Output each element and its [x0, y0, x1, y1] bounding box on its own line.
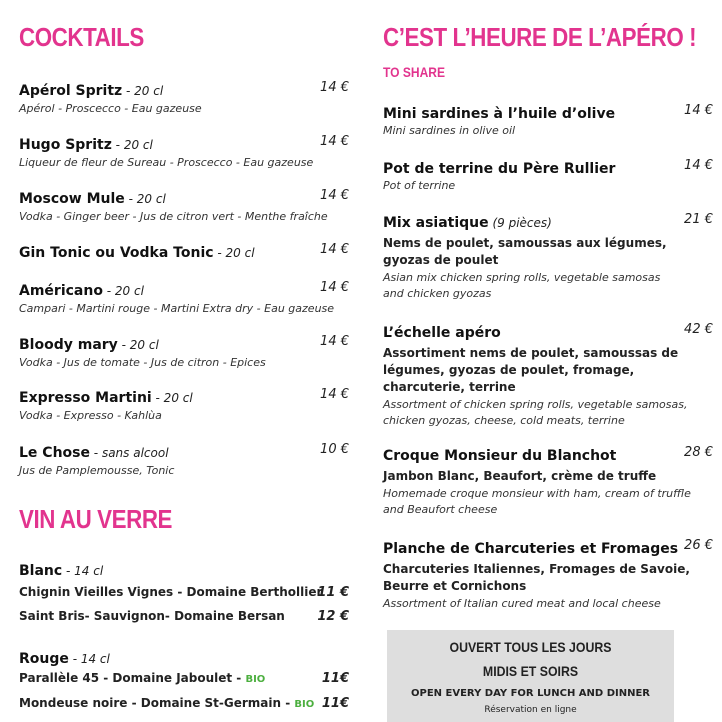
menu-item-americano [19, 280, 349, 315]
item-size: (9 pièces) [488, 216, 552, 230]
item-description-en: Asian mix chicken spring rolls, vegetable samosas and chicken gyozas [383, 271, 661, 300]
wine-group-blanc [19, 560, 349, 579]
item-size: - 20 cl [213, 246, 255, 260]
hours-line-3: OPEN EVERY DAY FOR LUNCH AND DINNER [411, 688, 650, 699]
menu-item-echelle-apero [383, 322, 713, 429]
item-description: Vodka - Jus de tomate - Jus de citron - Epices [19, 356, 266, 369]
item-name: L’échelle apéro [383, 325, 501, 341]
hours-line-2: MIDIS ET SOIRS [482, 663, 579, 679]
menu-item-planche [383, 538, 713, 612]
item-description: Vodka - Expresso - Kahlùa [19, 409, 162, 422]
item-name: Le Chose [19, 445, 90, 461]
menu-item-gin-tonic [19, 242, 349, 261]
item-name: Planche de Charcuteries et Fromages [383, 541, 679, 557]
item-description-en: Assortment of Italian cured meat and local cheese [383, 597, 661, 610]
cocktails-title: COCKTAILS [19, 22, 144, 52]
item-size: - 20 cl [117, 338, 159, 352]
menu-item-mini-sardines [383, 103, 713, 139]
apero-title: C’EST L’HEURE DE L’APÉRO ! [383, 22, 697, 52]
wine-group-label: Blanc [19, 563, 63, 579]
item-description-en: Mini sardines in olive oil [383, 124, 516, 137]
item-description-en: Assortment of chicken spring rolls, vegetable samosas, chicken gyozas, cheese, cold meats, terrine [383, 398, 688, 427]
item-price: 14 € [320, 80, 349, 95]
wine-price: 11€ [321, 696, 349, 711]
item-name: Américano [19, 283, 103, 299]
item-price: 14 € [320, 280, 349, 295]
item-name: Mini sardines à l’huile d’olive [383, 106, 616, 122]
wine-row [19, 609, 349, 623]
item-name: Mix asiatique [383, 215, 489, 231]
item-description: Jus de Pamplemousse, Tonic [19, 464, 175, 477]
wine-row [19, 671, 349, 685]
wine-row [19, 696, 349, 710]
menu-item-expresso-martini [19, 387, 349, 422]
item-price: 21 € [684, 212, 713, 227]
item-description-en: Pot of terrine [383, 179, 456, 192]
menu-item-hugo-spritz [19, 134, 349, 169]
wine-name: Chignin Vieilles Vignes - Domaine Berthollier [19, 585, 323, 599]
item-description: Campari - Martini rouge - Martini Extra dry - Eau gazeuse [19, 302, 335, 315]
hours-line-1: OUVERT TOUS LES JOURS [449, 639, 612, 655]
item-size: - 20 cl [122, 84, 164, 98]
menu-item-aperol-spritz [19, 80, 349, 115]
wine-group-size: - 14 cl [68, 652, 110, 666]
item-description-fr: Nems de poulet, samoussas aux légumes, gyozas de poulet [383, 236, 667, 267]
item-price: 14 € [320, 387, 349, 402]
item-size: - 20 cl [124, 192, 166, 206]
item-price: 14 € [320, 334, 349, 349]
item-price: 14 € [320, 188, 349, 203]
wine-group-label: Rouge [19, 651, 69, 667]
item-price: 26 € [684, 538, 713, 553]
item-size: - sans alcool [89, 446, 169, 460]
wine-price: 12 € [317, 609, 349, 624]
item-name: Hugo Spritz [19, 137, 112, 153]
item-price: 14 € [320, 242, 349, 257]
wine-name: Parallèle 45 - Domaine Jaboulet - [19, 671, 246, 685]
wine-group-rouge [19, 648, 349, 667]
item-description: Liqueur de fleur de Sureau - Proscecco - Eau gazeuse [19, 156, 314, 169]
item-size: - 20 cl [111, 138, 153, 152]
wine-group-size: - 14 cl [62, 564, 104, 578]
item-price: 14 € [684, 103, 713, 118]
item-price: 10 € [320, 442, 349, 457]
menu-item-pot-de-terrine [383, 158, 713, 194]
item-name: Expresso Martini [19, 390, 152, 406]
item-price: 14 € [320, 134, 349, 149]
item-size: - 20 cl [102, 284, 144, 298]
menu-item-moscow-mule [19, 188, 349, 223]
wine-price: 11 € [317, 585, 349, 600]
menu-item-mix-asiatique [383, 212, 713, 302]
item-description-fr: Assortiment nems de poulet, samoussas de légumes, gyozas de poulet, fromage, charcuterie, terrine [383, 346, 679, 394]
item-description: Apérol - Proscecco - Eau gazeuse [19, 102, 202, 115]
online-reservation-link[interactable]: Réservation en ligne [484, 705, 577, 715]
menu-item-bloody-mary [19, 334, 349, 369]
item-price: 42 € [684, 322, 713, 337]
wine-name: Saint Bris- Sauvignon- Domaine Bersan [19, 609, 285, 623]
item-description-fr: Charcuteries Italiennes, Fromages de Savoie, Beurre et Cornichons [383, 562, 690, 593]
item-name: Croque Monsieur du Blanchot [383, 448, 617, 464]
item-name: Moscow Mule [19, 191, 125, 207]
item-size: - 20 cl [151, 391, 193, 405]
wine-title: VIN AU VERRE [19, 504, 173, 534]
wine-price: 11€ [321, 671, 349, 686]
wine-name: Mondeuse noire - Domaine St-Germain - [19, 696, 295, 710]
item-name: Gin Tonic ou Vodka Tonic [19, 245, 214, 261]
item-description-en: Homemade croque monsieur with ham, cream of truffle and Beaufort cheese [383, 487, 691, 516]
item-name: Bloody mary [19, 337, 118, 353]
bio-badge: BIO [294, 699, 315, 710]
bio-badge: BIO [245, 674, 266, 685]
menu-item-le-chose [19, 442, 349, 477]
item-name: Pot de terrine du Père Rullier [383, 161, 616, 177]
item-price: 14 € [684, 158, 713, 173]
wine-row [19, 585, 349, 599]
menu-item-croque-monsieur [383, 445, 713, 518]
item-name: Apérol Spritz [19, 83, 123, 99]
item-description: Vodka - Ginger beer - Jus de citron vert - Menthe fraîche [19, 210, 328, 223]
item-price: 28 € [684, 445, 713, 460]
opening-hours-box [387, 630, 674, 722]
item-description-fr: Jambon Blanc, Beaufort, crème de truffe [383, 469, 657, 483]
apero-subtitle: TO SHARE [383, 64, 446, 80]
